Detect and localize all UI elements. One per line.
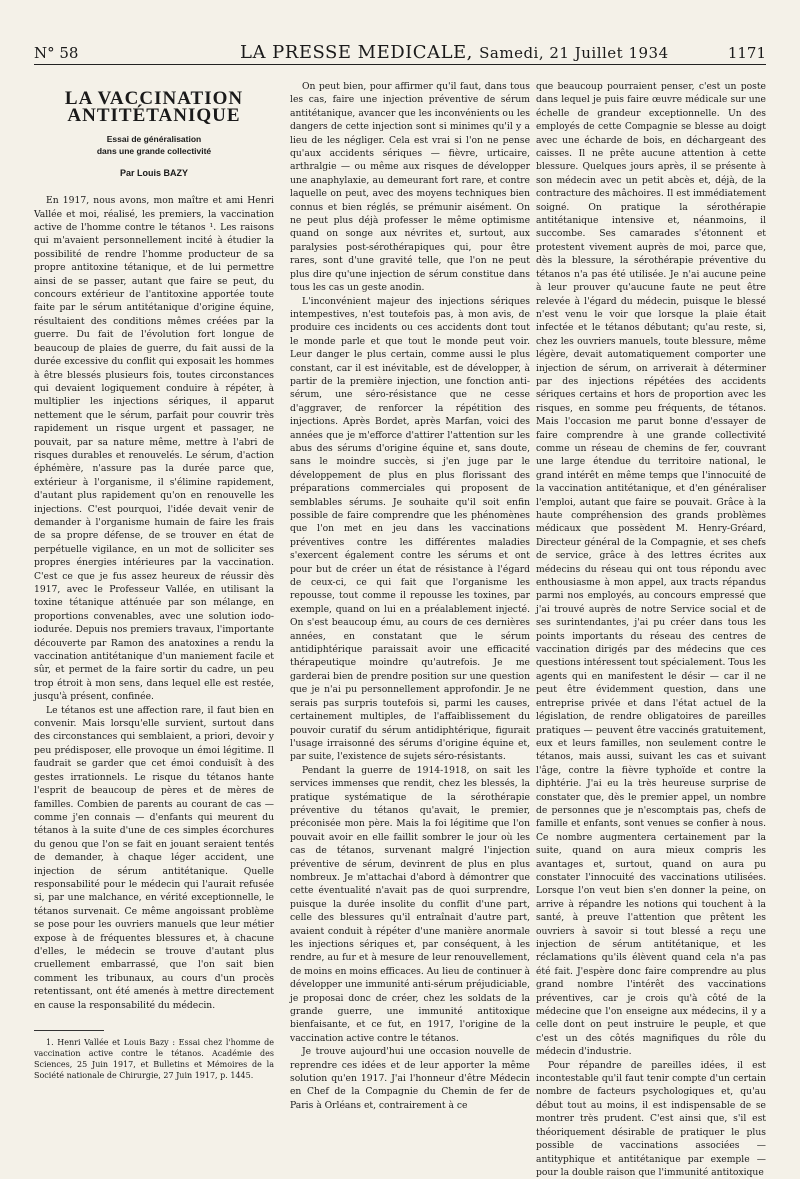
article-author: Par Louis BAZY (119, 167, 188, 178)
paragraph: que beaucoup pourraient penser, c'est un poste dans lequel je puis faire œuvre médicale sur une échelle de grandeur exceptionnelle. Un des employés de cette Compagnie se blesse au doigt avec une écharde de bois, en déchargeant des caisses. Il ne prête aucune attention à cette blessure. Quelques jours après, il se présente à son médecin avec un petit abcès et, déjà, de la contracture des mâchoires. Il est immédiatement soigné. On pratique la sérothérapie antitétanique intensive et, néanmoins, il succombe. Ses camarades s'étonnent et protestent vivement auprès de moi, parce que, dès la blessure, la sérothérapie préventive du tétanos n'a pas été utilisée. Je n'ai aucune peine à leur prouver qu'aucune faute ne peut être relevée à l'égard du médecin, puisque le blessé n'est venu le voir que lorsque la plaie était infectée et le tétanos débutant; qu'au reste, si, chez les ouvriers manuels, toute blessure, même légère, devait automatiquement comporter une injection de sérum, on arriverait à déterminer par des injections répétées des accidents sériques certains et hors de proportion avec les risques, en somme peu fréquents, de tétanos. Mais l'occasion me parut bonne d'essayer de faire comprendre à une grande collectivité comme un réseau de chemins de fer, couvrant une large étendue du territoire national, le grand intérêt en même temps que l'innocuité de la vaccination antitétanique, et d'en généraliser l'emploi, autant que faire se pouvait. Grâce à la haute compréhension des grands problèmes médicaux que possèdent M. Henry-Gréard, Directeur général de la Compagnie, et ses chefs de service, grâce à des lettres écrites aux médecins du réseau qui ont tous répondu avec enthousiasme à mon appel, aux tracts répandus parmi nos employés, au concours empressé que j'ai trouvé auprès de notre Service social et de ses surintendantes, j'ai pu créer dans tous les points importants du réseau des centres de vaccination dirigés par des médecins que ces questions intéressent tout spécialement. Tous les agents qui en manifestent le désir — car il ne peut être évidemment question, dans une entreprise privée et dans l'état actuel de la législation, de rendre obligatoires de pareilles pratiques — peuvent être vaccinés gratuitement, eux et leurs familles, non seulement contre le tétanos, mais aussi, suivant les cas et suivant l'âge, contre la fièvre typhoïde et contre la diphtérie. J'ai eu la très heureuse surprise de constater que, dès le premier appel, un nombre de personnes que je n'escomptais pas, chefs de famille et enfants, sont venues se confier à nous. Ce nombre augmentera certainement par la suite, quand on aura mieux compris les avantages et, surtout, quand on aura pu constater l'innocuité des vaccinations utilisées. Lorsque l'on veut bien s'en donner la peine, on arrive à répandre les notions qui touchent à la santé, à preuve l'attention que prêtent les ouvriers à savoir si tout blessé a reçu une injection de sérum antitétanique, et les réclamations qu'ils élèvent quand cela n'a pas été fait. J'espère donc faire comprendre au plus grand nombre l'intérêt des vaccinations préventives, car je crois qu'à côté de la médecine que l'on enseigne aux médecins, il y a celle dont on peut instruire le peuple, et que c'est un des côtés magnifiques du rôle du médecin d'industrie. (536, 81, 766, 1058)
journal-title (240, 42, 669, 63)
footnote: 1. Henri Vallée et Louis Bazy : Essai chez l'homme de vaccination active contre le tétanos. Académie des Sciences, 25 Juin 1917, et Bulletins et Mémoires de la Société nationale de Chirurgie, 27 Juin 1917, p. 1445. (34, 1038, 274, 1080)
column-3 (536, 80, 766, 1178)
page-number: 1171 (727, 44, 766, 62)
footnote-divider (34, 1030, 104, 1031)
paragraph: Je trouve aujourd'hui une occasion nouvelle de reprendre ces idées et de leur apporter la même solution qu'en 1917. J'ai l'honneur d'être Médecin en Chef de la Compagnie du Chemin de fer de Paris à Orléans et, contrairement à ce (290, 1046, 530, 1111)
paragraph: Pendant la guerre de 1914-1918, on sait les services immenses que rendit, chez les blessés, la pratique systématique de la sérothérapie préventive du tétanos qu'avait, le premier, préconisée mon père. Mais la foi légitime que l'on pouvait avoir en elle faillit sombrer le jour où les cas de tétanos, survenant malgré l'injection préventive de sérum, devinrent de plus en plus nombreux. Je m'attachai d'abord à démontrer que cette éventualité n'avait pas de quoi surprendre, puisque la durée insolite du conflit d'une part, celle des blessures qu'il entraînait d'autre part, avaient conduit à répéter d'une manière anormale les injections sériques et, par conséquent, à les rendre, au fur et à mesure de leur renouvellement, de moins en moins efficaces. Au lieu de continuer à développer une immunité anti-sérum préjudiciable, je proposai donc de créer, chez les soldats de la grande guerre, une immunité antitoxique bienfaisante, et ce fut, en 1917, l'origine de la vaccination active contre le tétanos. (290, 764, 530, 1044)
paragraph: En 1917, nous avons, mon maître et ami Henri Vallée et moi, réalisé, les premiers, la vaccination active de l'homme contre le tétanos ¹. Les raisons qui m'avaient personnellement incité à étudier la possibilité de rendre l'homme producteur de sa propre antitoxine tétanique, et de lui permettre ainsi de se passer, autant que faire se peut, du concours extérieur de l'antitoxine apportée toute faite par le sérum antitétanique d'origine équine, résultaient des conditions mêmes créées par la guerre. Du fait de l'évolution fort longue de beaucoup de plaies de guerre, du fait aussi de la durée excessive du conflit qui exposait les hommes à être blessés plusieurs fois, toutes circonstances qui devaient logiquement conduire à répéter, à multiplier les injections sériques, il apparut nettement que le sérum, parfait pour couvrir très rapidement un risque urgent et passager, ne pouvait, par sa nature même, mettre à l'abri de risques durables et renouvelés. Le sérum, d'action éphémère, n'assure pas la durée parce que, extérieur à l'organisme, il s'élimine rapidement, d'autant plus rapidement qu'on en renouvelle les injections. C'est pourquoi, l'idée devait venir de demander à l'organisme humain de faire les frais de sa propre défense, de se trouver en état de perpétuelle vigilance, en un mot de solliciter ses propres énergies intérieures par la vaccination. C'est ce que je fus assez heureux de réussir dès 1917, avec le Professeur Vallée, en utilisant la toxine tétanique atténuée par son mélange, en proportions convenables, avec une solution iodo-iodurée. Depuis nos premiers travaux, l'importante découverte par Ramon des anatoxines a rendu la vaccination antitétanique d'un maniement facile et sûr, et permet de la faire sortir du cadre, un peu trop étroit à mon sens, dans lequel elle est restée, jusqu'à présent, confinée. (34, 195, 274, 703)
paragraph: Pour répandre de pareilles idées, il est incontestable qu'il faut tenir compte d'un certain nombre de facteurs psychologiques et, qu'au début tout au moins, il est indispensable de se montrer très prudent. C'est ainsi que, s'il est théoriquement désirable de pratiquer le plus possible de vaccinations associées — antityphique et antitétanique par exemple — pour la double raison que l'immunité antitoxique (536, 1059, 766, 1178)
article-title-line2: ANTITÉTANIQUE (67, 105, 241, 127)
article-title-line1: LA VACCINATION (64, 88, 244, 109)
article-subtitle-line1: Essai de généralisation (106, 133, 202, 144)
article-subtitle-line2: dans une grande collectivité (96, 145, 212, 156)
paragraph: L'inconvénient majeur des injections sériques intempestives, n'est toutefois pas, à mon avis, de produire ces incidents ou ces accidents dont tout le monde parle et que tout le monde peut voir. Leur danger le plus certain, comme aussi le plus constant, car il est inévitable, est de développer, à partir de la première injection, une fonction anti-sérum, une séro-résistance que ne cesse d'aggraver, de renforcer la répétition des injections. Après Bordet, après Marfan, voici des années que je m'efforce d'attirer l'attention sur les abus des sérums d'origine équine et, sans doute, sans le moindre succès, si j'en juge par le développement de plus en plus florissant des préparations commerciales qui proposent de semblables sérums. Je souhaite qu'il soit enfin possible de faire comprendre que les phénomènes que l'on met en jeu dans les vaccinations préventives contre les différentes maladies s'exercent également contre les sérums et ont pour but de créer un état de résistance à l'égard de ceux-ci, ce qui fait que l'organisme les repousse, tout comme il repousse les toxines, par exemple, quand on lui en a préalablement injecté. On s'est beaucoup ému, au cours de ces dernières années, en constatant que le sérum antidiphtérique paraissait avoir une efficacité thérapeutique moindre qu'autrefois. Je me garderai bien de prendre position sur une question que je n'ai pu personnellement approfondir. Je ne serais pas surpris toutefois si, parmi les causes, certainement multiples, de l'affaiblissement du pouvoir curatif du sérum antidiphtérique, figurait l'usage irraisonné des sérums d'origine équine et, par suite, l'existence de sujets séro-résistants. (290, 295, 530, 763)
paragraph: Le tétanos est une affection rare, il faut bien en convenir. Mais lorsqu'elle survient, surtout dans des circonstances qui semblaient, a priori, devoir y peu prédisposer, elle provoque un émoi légitime. Il faudrait se garder que cet émoi conduisît à des gestes irrationnels. Le risque du tétanos hante l'esprit de beaucoup de pères et de mères de familles. Combien de parents au courant de cas — comme j'en connais — d'enfants qui meurent du tétanos à la suite d'une de ces simples écorchures du genou que l'on se fait en jouant seraient tentés de demander, à chaque léger accident, une injection de sérum antitétanique. Quelle responsabilité pour le médecin qui l'aurait refusée si, par une malchance, en vérité exceptionnelle, le tétanos survenait. Ce même angoissant problème se pose pour les ouvriers manuels que leur métier expose à de fréquentes blessures et, à chacune d'elles, le médecin se trouve d'autant plus cruellement embarrassé, que l'on sait bien comment les tribunaux, au cours d'un procès retentissant, ont été amenés à mettre directement en cause la responsabilité du médecin. (34, 704, 274, 1011)
issue-date: Samedi, 21 Juillet 1934 (479, 44, 669, 62)
column-2 (290, 80, 530, 1111)
paragraph: On peut bien, pour affirmer qu'il faut, dans tous les cas, faire une injection préventive de sérum antitétanique, avancer que les inconvénients ou les dangers de cette injection sont si minimes qu'il y a lieu de les négliger. Cela est vrai si l'on ne pense qu'aux accidents sériques — fièvre, urticaire, arthralgie — ou même aux risques de développer une anaphylaxie, au demeurant fort rare, et contre laquelle on peut, avec des moyens techniques bien connus et bien réglés, se prémunir aisément. On ne peut plus déjà professer le même optimisme quand on songe aux névrites et, surtout, aux paralysies post-sérothérapiques qui, pour être rares, sont d'une gravité telle, que l'on ne peut plus dire qu'une injection de sérum constitue dans tous les cas un geste anodin. (290, 81, 530, 294)
journal-name: LA PRESSE MEDICALE, (240, 42, 473, 63)
column-1 (34, 80, 274, 1080)
issue-number: N° 58 (34, 44, 79, 62)
